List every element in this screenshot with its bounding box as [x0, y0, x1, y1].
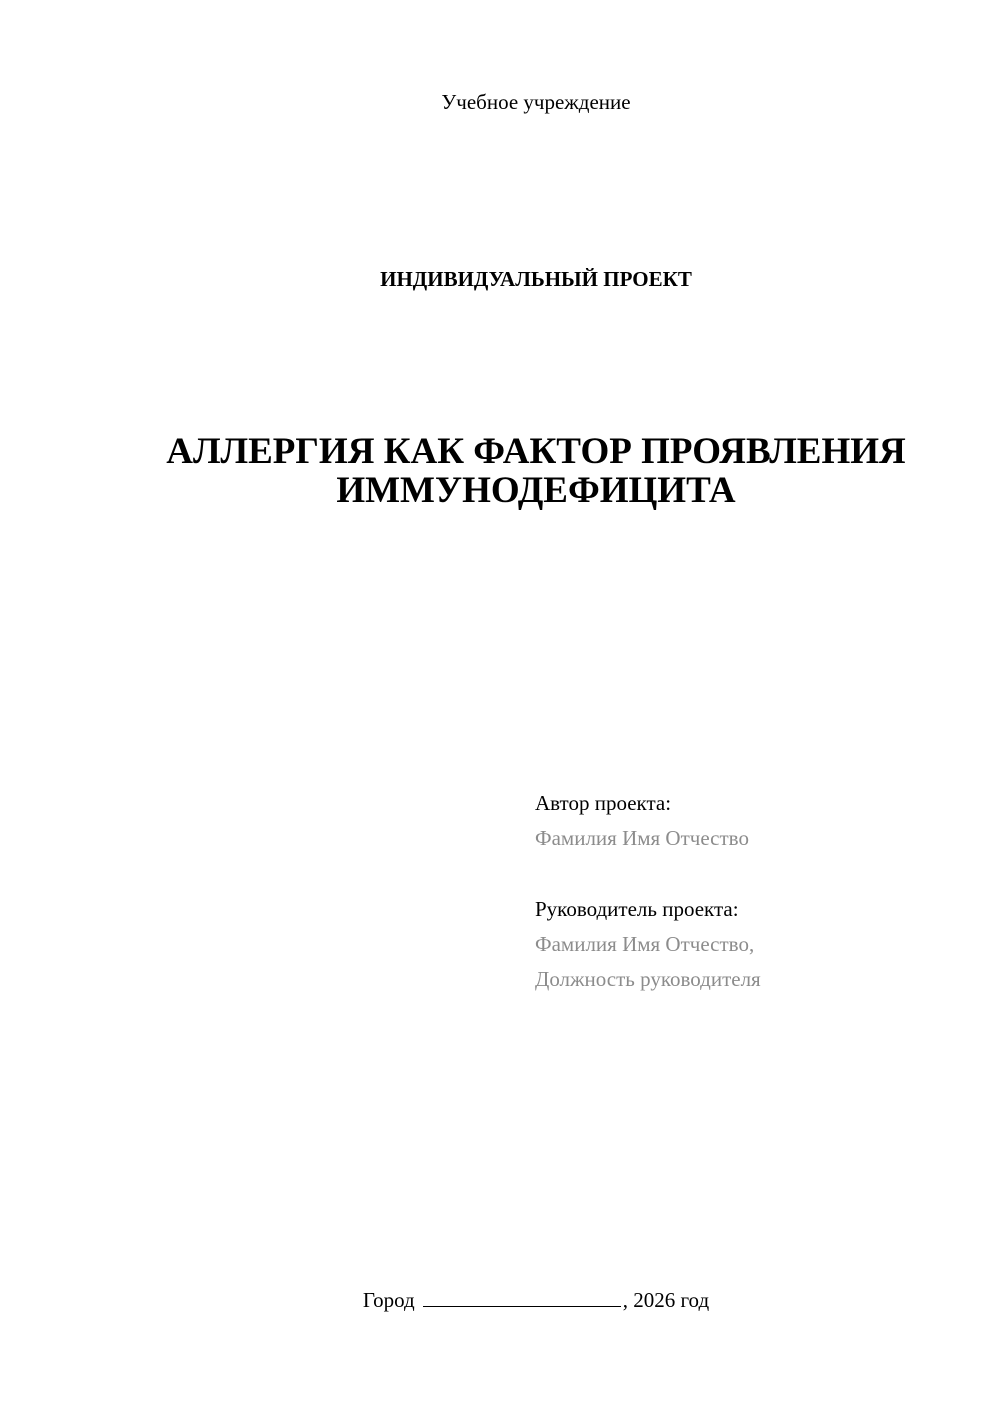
year-label: , 2026 год	[622, 1288, 710, 1312]
supervisor-label: Руководитель проекта:	[535, 897, 739, 921]
author-name: Фамилия Имя Отчество	[535, 826, 749, 850]
supervisor-position: Должность руководителя	[535, 967, 761, 991]
supervisor-name: Фамилия Имя Отчество,	[535, 932, 755, 956]
city-label: Город	[362, 1288, 415, 1312]
city-year-line	[0, 1288, 1000, 1313]
institution-name: Учебное учреждение	[441, 90, 631, 114]
author-label: Автор проекта:	[535, 791, 672, 815]
project-credits	[535, 786, 761, 997]
city-blank-line	[423, 1288, 621, 1307]
project-title-line-1: АЛЛЕРГИЯ КАК ФАКТОР ПРОЯВЛЕНИЯ	[166, 431, 906, 472]
project-title-line-2: ИММУНОДЕФИЦИТА	[336, 470, 736, 511]
project-title	[0, 432, 1000, 510]
project-type-heading: ИНДИВИДУАЛЬНЫЙ ПРОЕКТ	[380, 267, 692, 291]
